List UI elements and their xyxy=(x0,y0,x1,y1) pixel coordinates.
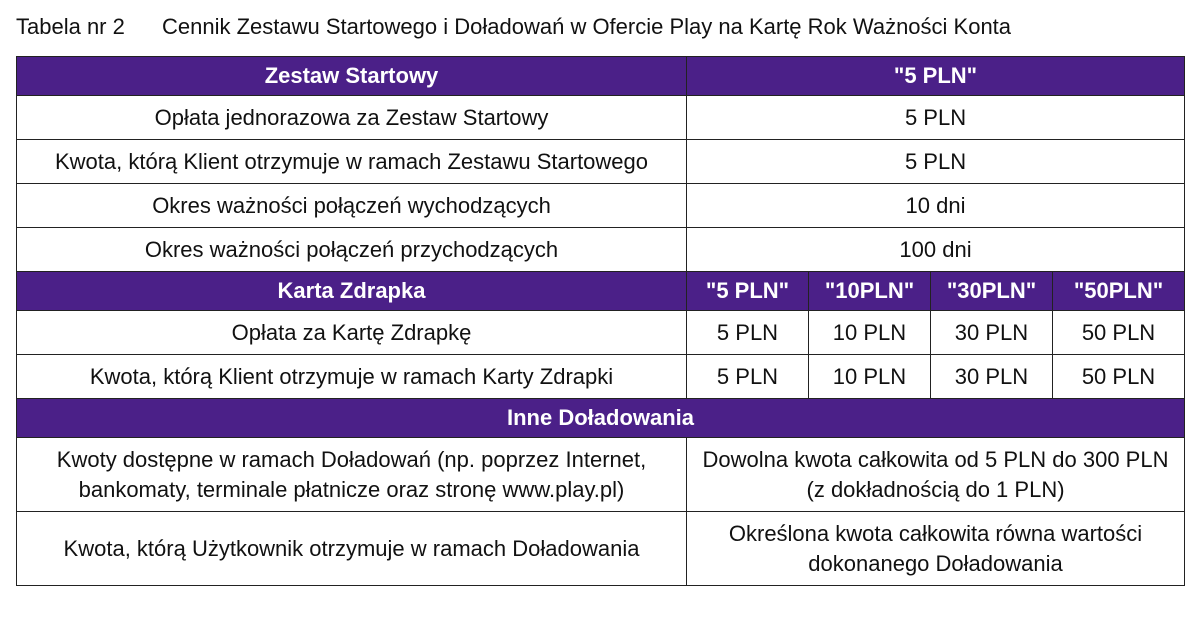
table-row xyxy=(17,311,1185,355)
row-label xyxy=(17,438,687,512)
row-value: 5 PLN xyxy=(687,140,1185,184)
table-number: Tabela nr 2 xyxy=(16,14,125,39)
row-value: 30 PLN xyxy=(931,311,1053,355)
starter-header-value: "5 PLN" xyxy=(687,57,1185,96)
row-value: 5 PLN xyxy=(687,311,809,355)
starter-header-label: Zestaw Startowy xyxy=(17,57,687,96)
row-value: 10 PLN xyxy=(809,355,931,399)
table-row xyxy=(17,512,1185,586)
row-value: 30 PLN xyxy=(931,355,1053,399)
scratch-card-denomination: "5 PLN" xyxy=(687,272,809,311)
row-value-line: dokonanego Doładowania xyxy=(808,550,1063,576)
row-value: 50 PLN xyxy=(1053,355,1185,399)
other-topups-header-label: Inne Doładowania xyxy=(17,399,1185,438)
table-row xyxy=(17,140,1185,184)
row-label: Opłata za Kartę Zdrapkę xyxy=(17,311,687,355)
scratch-card-denomination: "50PLN" xyxy=(1053,272,1185,311)
row-label-line: Kwoty dostępne w ramach Doładowań (np. poprzez Internet, xyxy=(56,446,647,472)
row-value xyxy=(687,438,1185,512)
table-caption xyxy=(16,12,1011,42)
row-label xyxy=(17,512,687,586)
scratch-card-header-label: Karta Zdrapka xyxy=(17,272,687,311)
price-table xyxy=(16,56,1185,586)
scratch-card-denomination: "10PLN" xyxy=(809,272,931,311)
row-label-line: Kwota, którą Użytkownik otrzymuje w ramach Doładowania xyxy=(63,535,640,561)
table-row xyxy=(17,228,1185,272)
row-label-line: bankomaty, terminale płatnicze oraz stronę www.play.pl) xyxy=(78,476,625,502)
row-value: 10 PLN xyxy=(809,311,931,355)
scratch-card-header-row xyxy=(17,272,1185,311)
table-row xyxy=(17,184,1185,228)
row-value: 5 PLN xyxy=(687,355,809,399)
row-value: 5 PLN xyxy=(687,96,1185,140)
row-value: 10 dni xyxy=(687,184,1185,228)
table-title: Cennik Zestawu Startowego i Doładowań w Ofercie Play na Kartę Rok Ważności Konta xyxy=(162,14,1012,39)
row-label: Kwota, którą Klient otrzymuje w ramach Karty Zdrapki xyxy=(17,355,687,399)
row-label: Okres ważności połączeń przychodzących xyxy=(17,228,687,272)
row-value xyxy=(687,512,1185,586)
other-topups-header-row xyxy=(17,399,1185,438)
table-row xyxy=(17,438,1185,512)
starter-header-row xyxy=(17,57,1185,96)
row-value-line: Dowolna kwota całkowita od 5 PLN do 300 PLN xyxy=(702,446,1169,472)
row-label: Opłata jednorazowa za Zestaw Startowy xyxy=(17,96,687,140)
table-row xyxy=(17,355,1185,399)
row-label: Okres ważności połączeń wychodzących xyxy=(17,184,687,228)
row-value-line: Określona kwota całkowita równa wartości xyxy=(728,520,1143,546)
scratch-card-denomination: "30PLN" xyxy=(931,272,1053,311)
row-label: Kwota, którą Klient otrzymuje w ramach Zestawu Startowego xyxy=(17,140,687,184)
row-value: 100 dni xyxy=(687,228,1185,272)
row-value: 50 PLN xyxy=(1053,311,1185,355)
row-value-line: (z dokładnością do 1 PLN) xyxy=(806,476,1065,502)
table-row xyxy=(17,96,1185,140)
